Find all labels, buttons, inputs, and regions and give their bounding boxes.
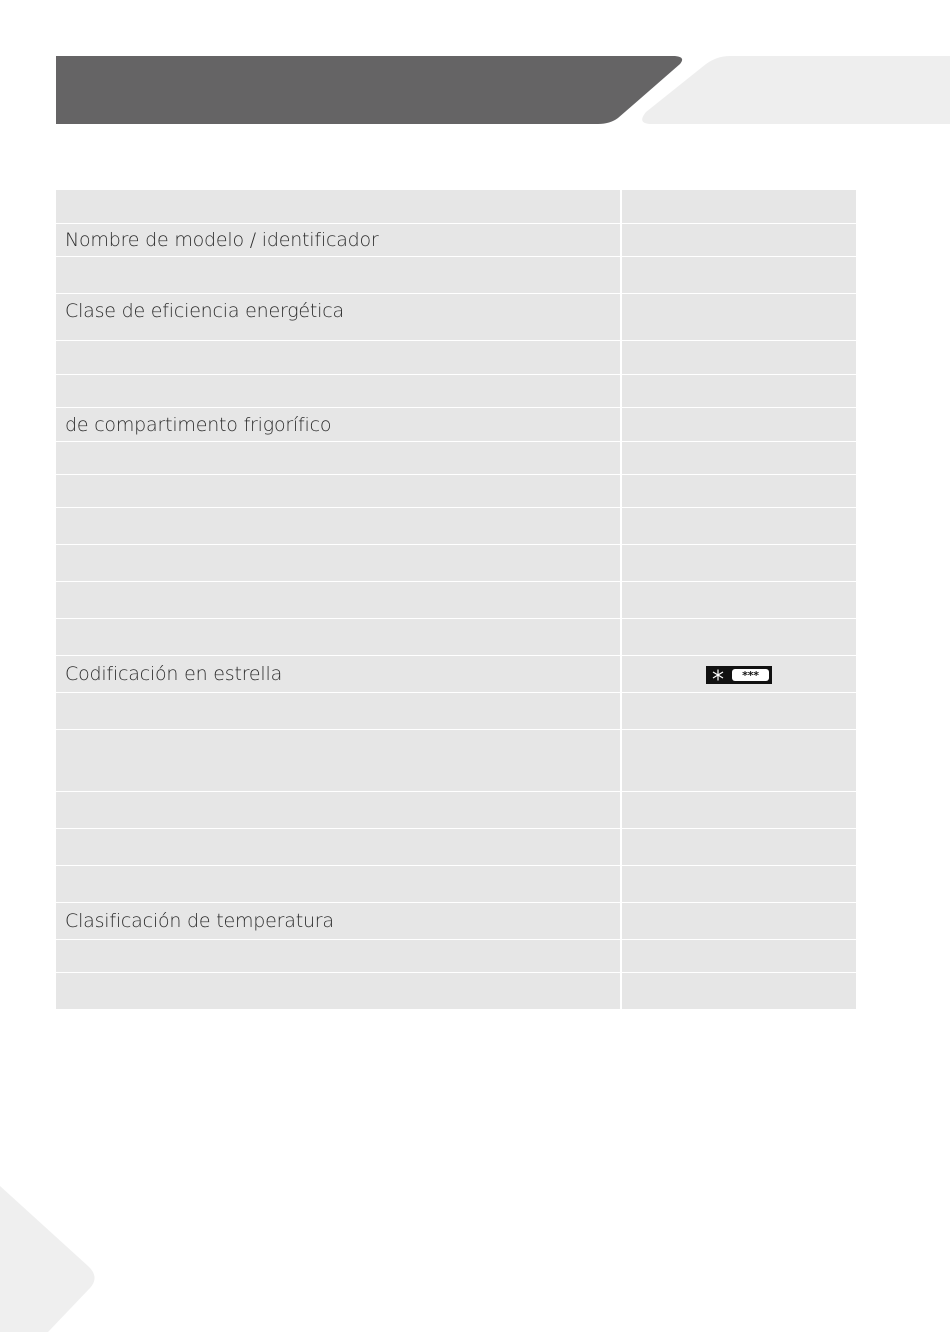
row-label [56,730,621,792]
row-value [621,693,856,730]
table-row [56,656,856,693]
table-row [56,508,856,545]
row-value [621,294,856,341]
table-row [56,619,856,656]
table-row [56,693,856,730]
row-value [621,940,856,973]
row-value [621,903,856,940]
svg-text:***: *** [742,668,759,682]
row-value [621,508,856,545]
row-value [621,341,856,375]
row-label [56,341,621,375]
row-value [621,545,856,582]
table-row [56,940,856,973]
row-label [56,693,621,730]
table-row [56,257,856,294]
row-label [56,190,621,224]
page-header-banner [0,0,950,140]
table-row [56,408,856,442]
table-row [56,294,856,341]
row-label [56,545,621,582]
row-label: Clase de eficiencia energética [56,294,621,341]
row-label [56,582,621,619]
four-star-freezer-icon [706,666,772,684]
row-value [621,442,856,475]
row-label: Codificación en estrella [56,656,621,693]
page-corner-decoration [0,1180,110,1332]
header-light-tab [642,56,950,124]
table-row [56,375,856,408]
row-value [621,829,856,866]
specification-table [56,189,856,1010]
row-value [621,375,856,408]
row-label [56,973,621,1010]
row-value [621,475,856,508]
table-row [56,442,856,475]
table-row [56,582,856,619]
row-label [56,442,621,475]
row-label: Clasificación de temperatura [56,903,621,940]
row-value-icon-cell [621,656,856,693]
row-label [56,475,621,508]
table-row [56,730,856,792]
header-dark-bar [56,56,682,124]
row-label [56,940,621,973]
table-row [56,866,856,903]
row-label: de compartimento frigorífico [56,408,621,442]
table-row [56,545,856,582]
row-value [621,224,856,257]
table-row [56,829,856,866]
row-value [621,792,856,829]
table-row [56,190,856,224]
row-label [56,375,621,408]
row-value [621,257,856,294]
table-row [56,224,856,257]
table-row [56,341,856,375]
row-label [56,257,621,294]
row-value [621,190,856,224]
row-label [56,619,621,656]
row-label [56,508,621,545]
row-value [621,973,856,1010]
row-label [56,792,621,829]
table-row [56,973,856,1010]
row-value [621,408,856,442]
row-value [621,619,856,656]
row-value [621,582,856,619]
row-label [56,866,621,903]
row-value [621,866,856,903]
table-row [56,792,856,829]
row-label [56,829,621,866]
row-label: Nombre de modelo / identificador [56,224,621,257]
table-row [56,475,856,508]
row-value [621,730,856,792]
table-row [56,903,856,940]
